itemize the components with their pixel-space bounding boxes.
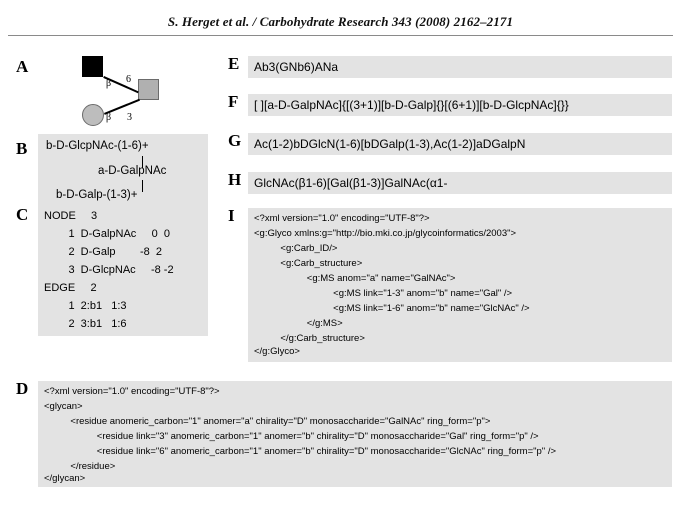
panel-b-box [38,134,208,206]
panel-i-line-10: </g:Glyco> [254,346,300,357]
bond-label-3: 3 [127,112,132,123]
panel-c-line-2: 1 D-GalpNAc 0 0 [44,228,170,240]
panel-d-line-5: <residue link="6" anomeric_carbon="1" anomer="b" chirality="D" monosaccharide="GlcNAc" ring_form="p" /> [44,446,557,457]
running-head: S. Herget et al. / Carbohydrate Research 343 (2008) 2162–2171 [167,14,514,29]
panel-i-line-3: <g:Carb_ID/> [254,243,338,254]
panel-d-line-6: </residue> [44,461,116,472]
panel-letter-f: F [228,92,239,111]
panel-d-line-3: <residue anomeric_carbon="1" anomer="a" chirality="D" monosaccharide="GalNAc" ring_form="p"> [44,416,491,427]
panel-c-box [38,204,208,336]
panel-g-box [248,133,672,155]
panel-i-line-2: <g:Glyco xmlns:g="http://bio.mki.co.jp/glycoinformatics/2003"> [254,228,517,239]
panel-c-line-1: NODE 3 [44,210,98,222]
bond-label-beta-lower: β [106,112,112,123]
panel-i-line-8: </g:MS> [254,318,343,329]
panel-letter-i: I [228,206,235,225]
panel-c-line-6: 1 2:b1 1:3 [44,300,127,312]
panel-b-line-5: b-D-Galp-(1-3)+ [56,189,138,201]
panel-c-line-4: 3 D-GlcpNAc -8 -2 [44,264,174,276]
panel-i-line-7: <g:MS link="1-6" anom="b" name="GlcNAc" /> [254,303,530,314]
panel-i-line-9: </g:Carb_structure> [254,333,365,344]
panel-f-line-1: [ ][a-D-GalpNAc]{[(3+1)][b-D-Galp]{}[(6+1)][b-D-GlcpNAc]{}} [254,98,569,112]
panel-letter-d: D [16,379,29,398]
panel-d-line-1: <?xml version="1.0" encoding="UTF-8"?> [44,386,220,397]
panel-d-line-2: <glycan> [44,401,83,412]
galnac-square-gray-icon [138,79,159,100]
panel-c-line-3: 2 D-Galp -8 2 [44,246,162,258]
panel-i-line-5: <g:MS anom="a" name="GalNAc"> [254,273,456,284]
panel-g-line-1: Ac(1-2)bDGlcN(1-6)[bDGalp(1-3),Ac(1-2)]aDGalpN [254,137,526,151]
panel-i-line-1: <?xml version="1.0" encoding="UTF-8"?> [254,213,430,224]
panel-letter-b: B [16,139,28,158]
bond-label-6: 6 [126,74,131,85]
panel-d-line-7: </glycan> [44,473,86,484]
panel-c-line-7: 2 3:b1 1:6 [44,318,127,330]
panel-letter-e: E [228,54,240,73]
panel-d-box [38,381,672,487]
panel-letter-a: A [16,57,29,76]
panel-c-line-5: EDGE 2 [44,282,97,294]
header-divider [8,35,673,36]
panel-i-box [248,208,672,362]
panel-b-line-1: b-D-GlcpNAc-(1-6)+ [46,140,149,152]
panel-h-line-1: GlcNAc(β1-6)[Gal(β1-3)]GalNAc(α1- [254,176,448,190]
panel-b-connector-bottom [142,180,143,192]
bond-label-beta-upper: β [106,78,112,89]
panel-i-line-6: <g:MS link="1-3" anom="b" name="Gal" /> [254,288,513,299]
panel-f-box [248,94,672,116]
panel-i-line-4: <g:Carb_structure> [254,258,363,269]
panel-letter-g: G [228,131,242,150]
gal-circle-gray-icon [82,104,104,126]
panel-e-box [248,56,672,78]
panel-b-line-3: a-D-GalpNAc [98,165,167,177]
glcnac-square-black-icon [82,56,103,77]
panel-letter-h: H [228,170,242,189]
panel-h-box [248,172,672,194]
panel-e-line-1: Ab3(GNb6)ANa [254,60,339,74]
panel-d-line-4: <residue link="3" anomeric_carbon="1" anomer="b" chirality="D" monosaccharide="Gal" ring_form="p" /> [44,431,539,442]
panel-letter-c: C [16,205,29,224]
